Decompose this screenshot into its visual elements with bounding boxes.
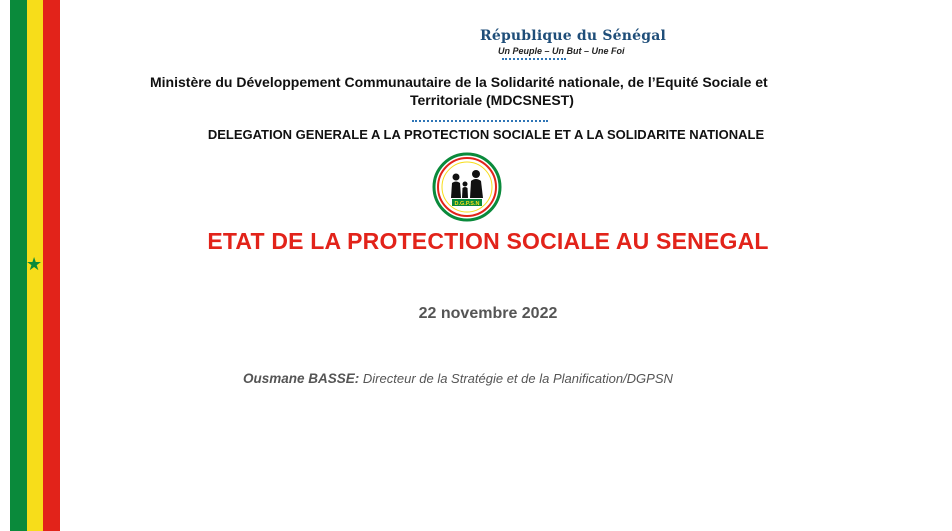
- presenter-role: Directeur de la Stratégie et de la Planification/DGPSN: [362, 371, 673, 386]
- presentation-date: 22 novembre 2022: [418, 305, 558, 322]
- ministry-name: [150, 73, 880, 109]
- slide-title: ETAT DE LA PROTECTION SOCIALE AU SENEGAL: [207, 228, 769, 254]
- presenter-name: Ousmane BASSE:: [243, 371, 360, 386]
- dotted-separator: [412, 120, 548, 122]
- delegation-name: DELEGATION GENERALE A LA PROTECTION SOCIALE ET A LA SOLIDARITE NATIONALE: [207, 127, 765, 142]
- presenter: [243, 371, 673, 386]
- logo-text: D.G.P.S.N: [454, 201, 480, 207]
- flag-red-stripe: [43, 0, 60, 531]
- flag-green-stripe: [10, 0, 27, 531]
- ministry-line-1: Ministère du Développement Communautaire de la Solidarité nationale, de l’Equité Sociale et: [150, 74, 768, 90]
- ministry-line-2: Territoriale (MDCSNEST): [410, 92, 574, 108]
- republic-title: République du Sénégal: [480, 28, 667, 44]
- dotted-separator: [502, 58, 566, 60]
- flag-star-icon: ★: [26, 254, 43, 274]
- dgpsn-logo-icon: [432, 152, 502, 222]
- motto: Un Peuple – Un But – Une Foi: [498, 46, 625, 56]
